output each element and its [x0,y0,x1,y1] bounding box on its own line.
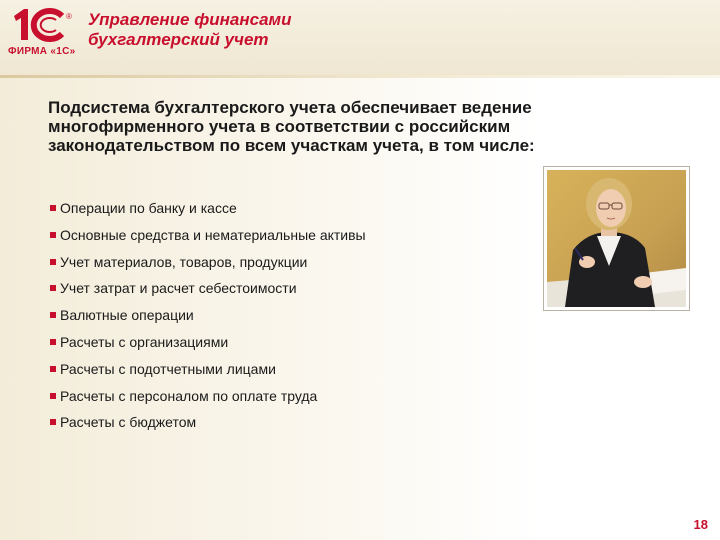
accountant-photo [543,166,690,311]
bullet-icon [50,312,56,318]
list-item [50,414,366,441]
list-item-label: Расчеты с персоналом по оплате труда [60,387,318,404]
list-item [50,361,366,388]
page-title [88,10,292,50]
page-number: 18 [693,517,708,532]
list-item [50,280,366,307]
list-item-label: Расчеты с организациями [60,333,229,350]
bullet-icon [50,393,56,399]
list-item-label: Расчеты с подотчетными лицами [60,360,276,377]
photo-illustration [547,170,686,307]
list-item [50,227,366,254]
list-item-label: Основные средства и нематериальные активы [60,226,366,243]
list-item-label: Учет материалов, товаров, продукции [60,253,308,270]
bullet-icon [50,232,56,238]
company-logo [6,6,78,68]
registered-mark: ® [66,12,72,21]
list-item-label: Операции по банку и кассе [60,200,237,216]
intro-text: Подсистема бухгалтерского учета обеспечивает ведение многофирменного учета в соответствии с российским законодательством по всем участкам учета, в том числе: [48,98,535,155]
bullet-icon [50,259,56,265]
list-item-label: Валютные операции [60,307,194,324]
bullet-icon [50,205,56,211]
bullet-icon [50,366,56,372]
header-bar [0,0,720,76]
list-item [50,307,366,334]
list-item-label: Учет затрат и расчет себестоимости [60,280,297,297]
bullet-icon [50,419,56,425]
bullet-icon [50,285,56,291]
title-line-1: Управление финансами [88,10,292,29]
list-item-label: Расчеты с бюджетом [60,414,197,431]
feature-list [50,200,366,441]
list-item [50,334,366,361]
list-item [50,200,366,227]
bullet-icon [50,339,56,345]
list-item [50,254,366,281]
logo-1c-mark [10,6,70,44]
logo-text: ФИРМА «1С» [8,46,76,57]
list-item [50,388,366,415]
title-line-2: бухгалтерский учет [88,30,269,49]
